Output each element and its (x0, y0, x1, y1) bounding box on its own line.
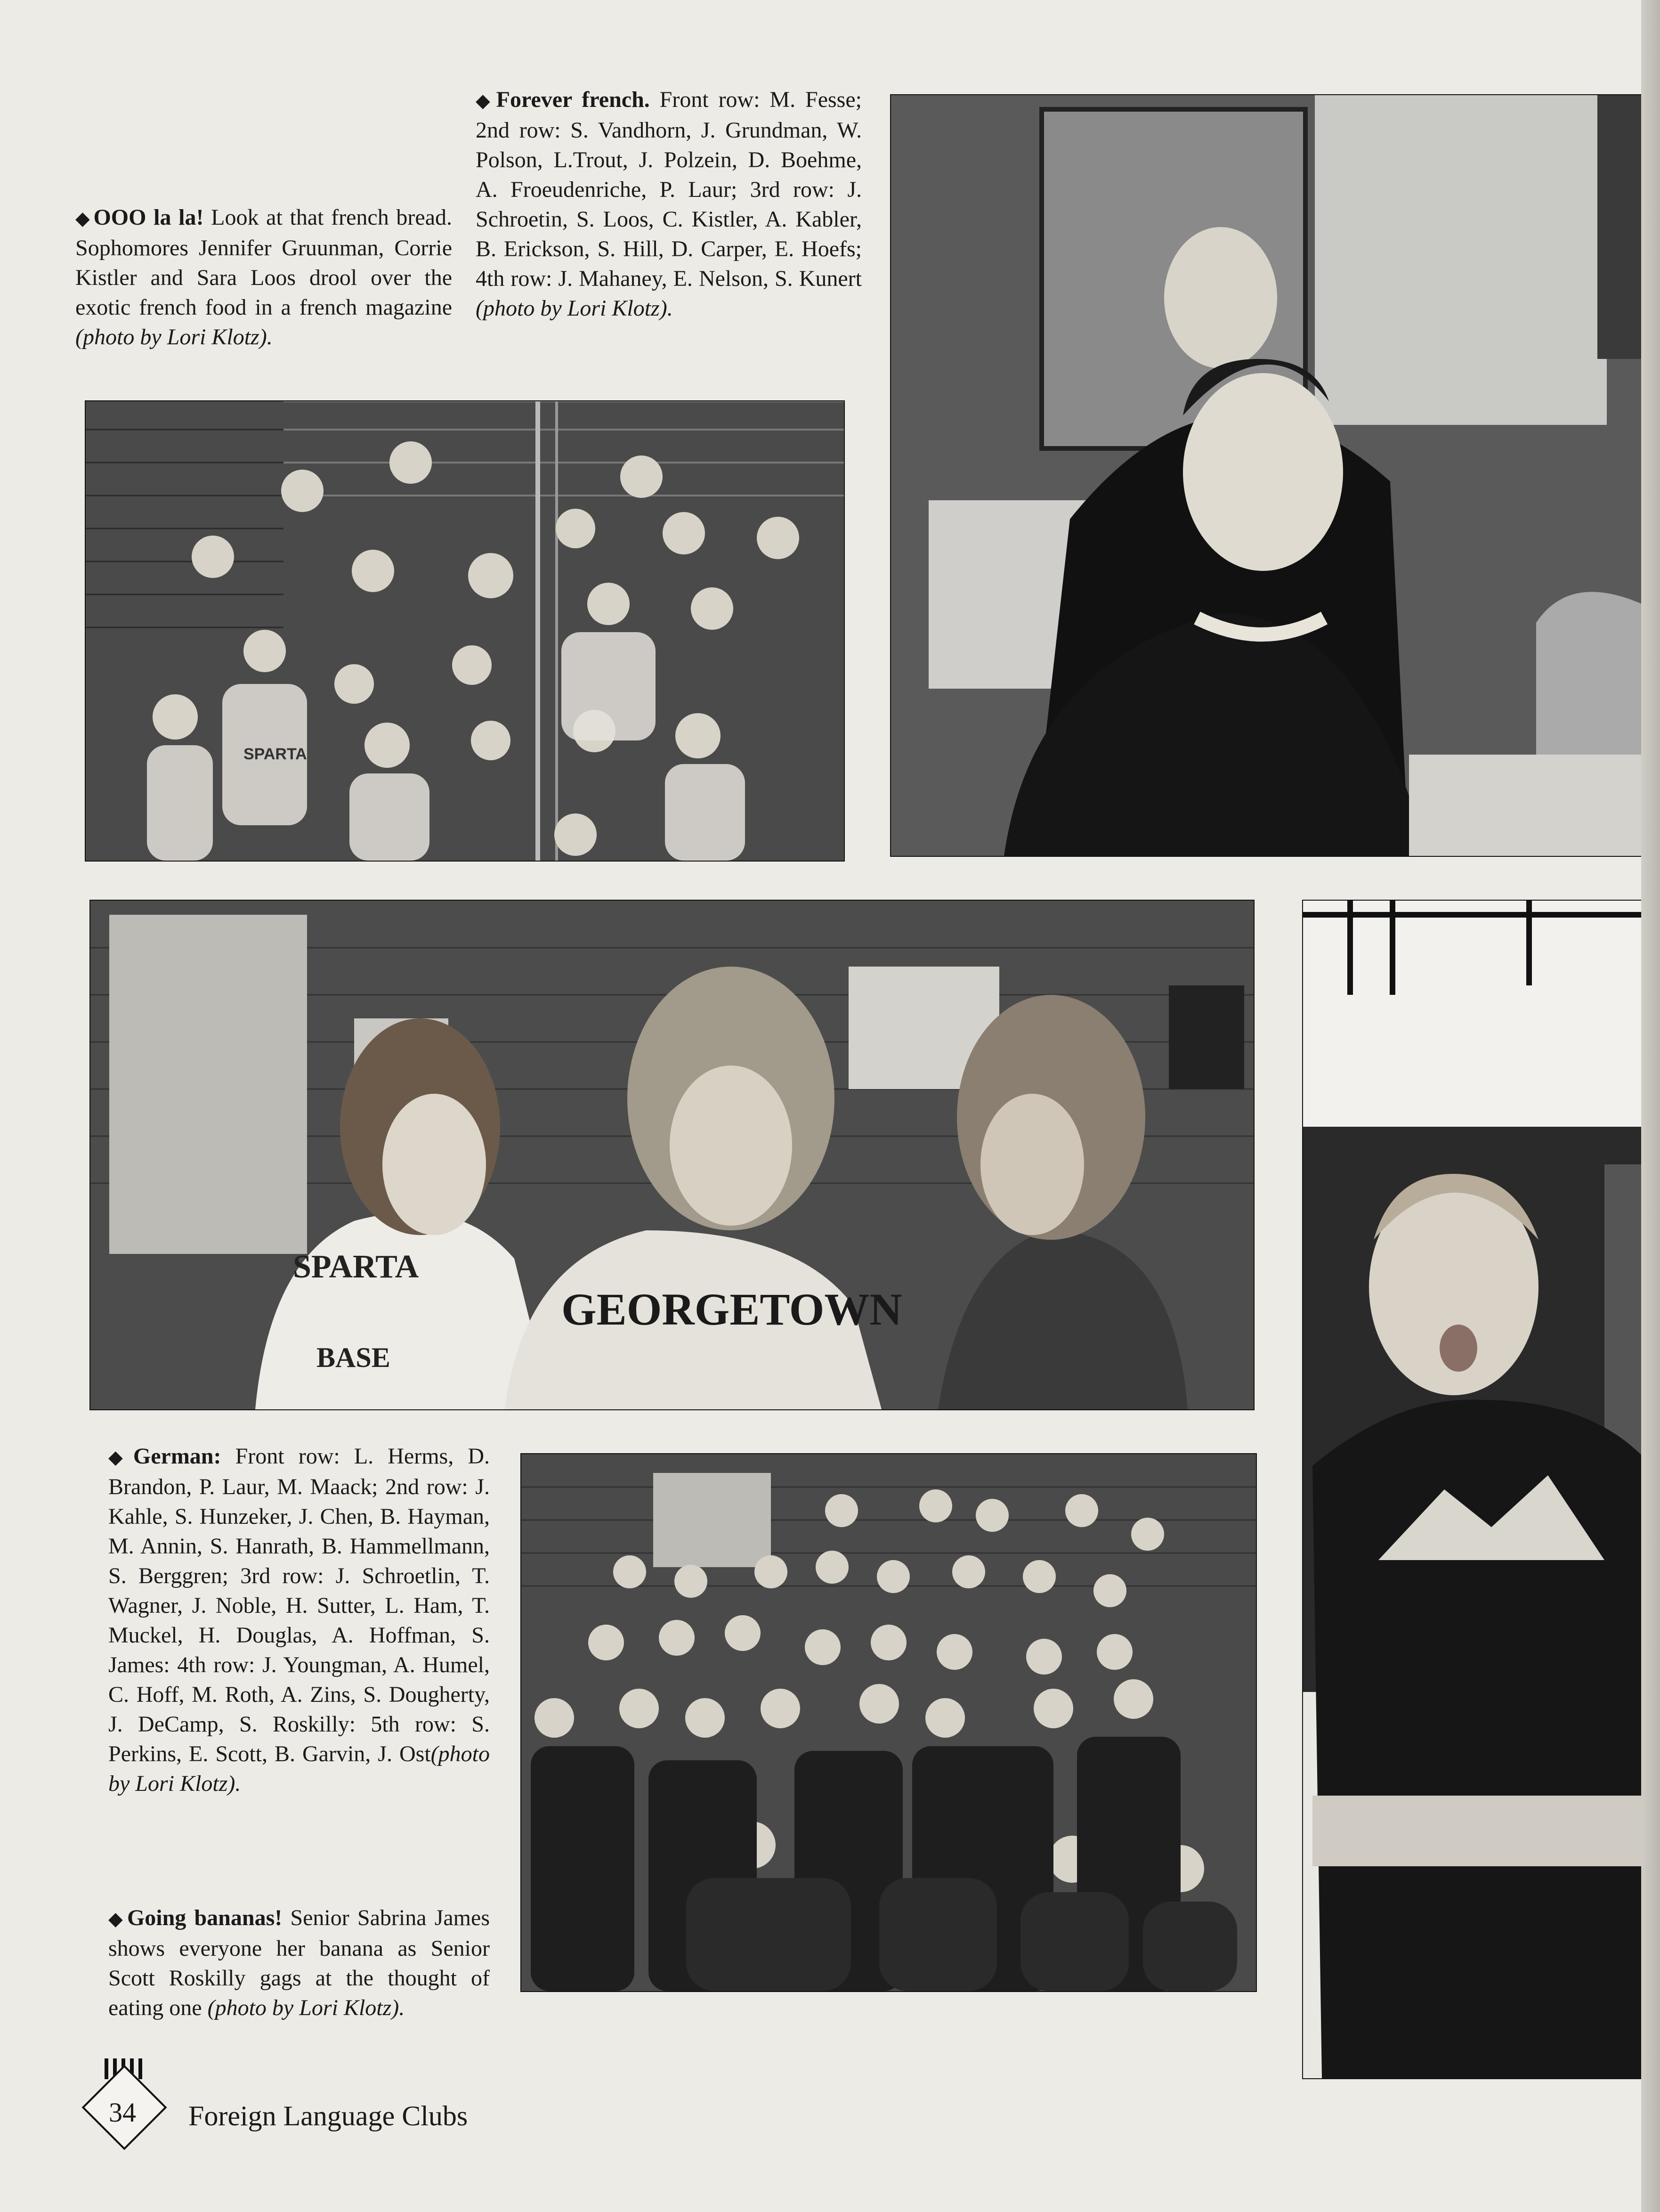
photo-boys-classroom (890, 94, 1660, 857)
caption-german-club (108, 1441, 490, 1798)
diamond-bullet-icon: ◆ (75, 208, 92, 229)
caption-lead: Forever french. (496, 87, 650, 112)
classroom-image (891, 95, 1660, 856)
caption-french-food (75, 203, 452, 352)
caption-body: Front row: M. Fesse; 2nd row: S. Vandhorn, J. Grundman, W. Polson, L.Trout, J. Polzein, D. Boehme, A. Froeudenriche, P. Laur; 3rd row: J. Schroetin, S. Loos, C. Kistler, A. Kabler, B. Erickson, S. Hill, D. Carper, E. Hoefs; 4th row: J. Mahaney, E. Nelson, S. Kunert (476, 87, 862, 291)
page-footer (71, 2063, 542, 2167)
photo-credit: (photo by Lori Klotz). (476, 296, 673, 321)
photo-credit: (photo by Lori Klotz). (108, 1741, 490, 1796)
diamond-bullet-icon: ◆ (108, 1908, 125, 1929)
photo-shirt-text: GEORGETOWN (561, 1284, 902, 1334)
caption-french-club (476, 85, 862, 323)
page-number: 34 (109, 2097, 136, 2128)
photo-credit: (photo by Lori Klotz). (207, 1995, 405, 2020)
caption-body: Look at that french bread. Sophomores Jennifer Gruunman, Corrie Kistler and Sara Loos drool over the exotic french food in a french magazine (75, 205, 453, 320)
photo-girls-magazine (89, 900, 1255, 1410)
photo-shirt-text: SPARTA (293, 1249, 419, 1285)
section-title: Foreign Language Clubs (188, 2100, 468, 2131)
diamond-bullet-icon: ◆ (108, 1447, 131, 1468)
page-binding-edge (1641, 0, 1660, 2212)
magazine-image (90, 901, 1254, 1409)
caption-body: Front row: L. Herms, D. Brandon, P. Laur, M. Maack; 2nd row: J. Kahle, S. Hunzeker, J. Chen, B. Hayman, M. Annin, S. Hanrath, B. Hammellmann, S. Berggren; 3rd row: J. Schroetlin, T. Wagner, J. Noble, H. Sutter, L. Ham, T. Muckel, H. Douglas, A. Hoffman, S. James: 4th row: J. Youngman, A. Humel, C. Hoff, M. Roth, A. Zins, S. Dougherty, J. DeCamp, S. Roskilly: 5th row: S. Perkins, E. Scott, B. Garvin, J. Ost (108, 1444, 490, 1766)
gagging-image (1303, 901, 1660, 2078)
caption-lead: German: (133, 1444, 221, 1469)
caption-lead: OOO la la! (93, 205, 204, 230)
german-group-image (521, 1454, 1256, 1991)
photo-german-club-group (520, 1453, 1257, 1992)
photo-french-club-group (85, 400, 845, 862)
photo-boy-gagging (1302, 900, 1660, 2079)
photo-credit: (photo by Lori Klotz). (75, 325, 273, 350)
french-group-image (86, 401, 844, 861)
caption-body: Senior Sabrina James shows everyone her banana as Senior Scott Roskilly gags at the thought of eating one (108, 1905, 490, 2020)
diamond-bullet-icon: ◆ (476, 90, 494, 111)
photo-shirt-text: BASE (316, 1342, 390, 1373)
caption-lead: Going bananas! (127, 1905, 283, 1930)
photo-shirt-text: SPARTA (243, 745, 307, 763)
caption-going-bananas (108, 1903, 490, 2023)
